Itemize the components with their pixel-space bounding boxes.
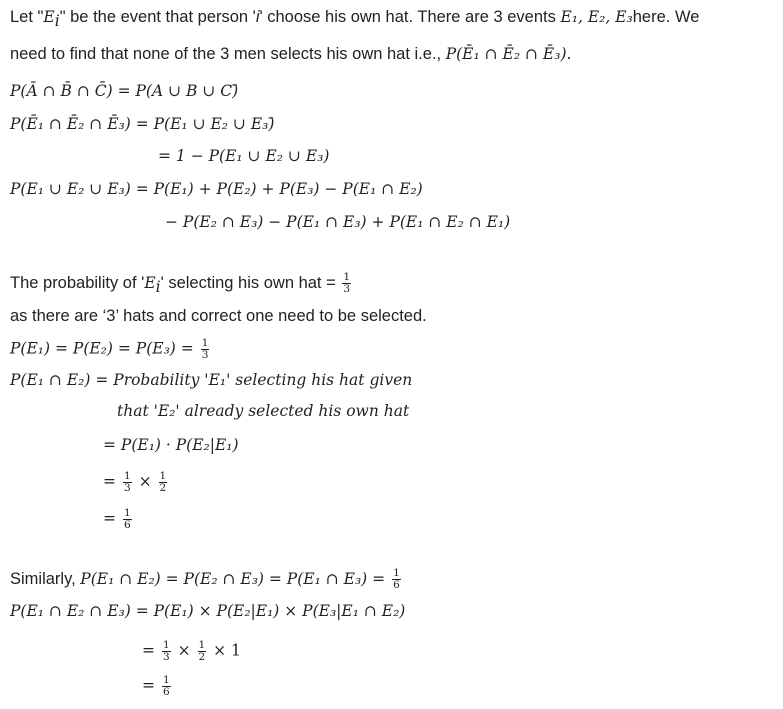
similarly-line xyxy=(10,568,403,591)
probability-reason xyxy=(10,307,427,326)
inclusion-exclusion-line-2 xyxy=(165,213,510,231)
fraction-one-sixth: $\frac{1}{6}$ xyxy=(162,674,170,698)
complement-equation xyxy=(10,115,274,133)
joint-probability-line-2 xyxy=(117,402,409,420)
probability-text: The probability of ' xyxy=(10,273,145,292)
intro-text: ' choose his own hat. There are 3 events xyxy=(259,8,561,26)
product-expression: = P(E₁) · P(E₂|E₁) xyxy=(103,436,239,454)
ei-subscript: i xyxy=(54,12,60,30)
ei-subscript: i xyxy=(155,277,161,296)
times-one: × 1 xyxy=(213,641,241,660)
triple-fraction-line: = $\frac{1}{3}$ × $\frac{1}{2}$ × 1 xyxy=(142,639,241,663)
demorgan-equation xyxy=(10,82,238,100)
ei-symbol: E xyxy=(43,8,55,26)
intro-text: here. We xyxy=(632,8,700,26)
final-result: = $\frac{1}{6}$ xyxy=(142,674,170,698)
demorgan-expression: P(Ā ∩ B̄ ∩ C̄) = P(A ∪ B ∪ C)̄ xyxy=(10,82,239,100)
probability-text: ' selecting his own hat = xyxy=(160,273,341,292)
inclusion-exclusion-line-1 xyxy=(10,180,423,198)
fraction-one-third: $\frac{1}{3}$ xyxy=(162,639,170,663)
reason-text: as there are ‘3’ hats and correct one need to be selected. xyxy=(10,307,427,325)
fraction-one-sixth: $\frac{1}{6}$ xyxy=(123,507,131,531)
intro-text: need to find that none of the 3 men selects his own hat i.e., xyxy=(10,45,446,63)
joint-probability-line-1 xyxy=(10,371,412,389)
triple-expression: P(E₁ ∩ E₂ ∩ E₃) = P(E₁) × P(E₂|E₁) × P(E₃|E₁ ∩ E₂) xyxy=(10,602,406,620)
complement-expression: P(Ē₁ ∩ Ē₂ ∩ Ē₃) = P(E₁ ∪ E₂ ∪ E₃)̄ xyxy=(10,115,275,133)
intro-line-1 xyxy=(10,8,700,30)
result-one-sixth: = $\frac{1}{6}$ xyxy=(103,507,131,531)
one-minus-equation xyxy=(158,147,329,165)
target-probability: P(Ē₁ ∩ Ē₂ ∩ Ē₃). xyxy=(445,45,572,63)
triple-intersection-line xyxy=(10,602,405,620)
pairs-expression: P(E₁ ∩ E₂) = P(E₂ ∩ E₃) = P(E₁ ∩ E₃) = xyxy=(80,569,391,588)
fraction-one-third: $\frac{1}{3}$ xyxy=(343,271,351,295)
ei-symbol: E xyxy=(144,273,156,292)
similarly-word: Similarly, xyxy=(10,569,81,588)
joint-words: Probability 'E₁' selecting his hat given xyxy=(113,371,413,389)
inclusion-expression-2: − P(E₂ ∩ E₃) − P(E₁ ∩ E₃) + P(E₁ ∩ E₂ ∩ E₁) xyxy=(165,213,511,231)
product-rule-line xyxy=(103,436,239,454)
intro-text: Let " xyxy=(10,8,44,26)
i-variable: i xyxy=(255,8,260,26)
times-symbol: × xyxy=(138,472,152,491)
fraction-product-line: = $\frac{1}{3}$ × $\frac{1}{2}$ xyxy=(103,470,167,494)
single-expression: P(E₁) = P(E₂) = P(E₃) = xyxy=(10,339,199,358)
fraction-one-half: $\frac{1}{2}$ xyxy=(159,470,167,494)
fraction-one-third: $\frac{1}{3}$ xyxy=(201,337,209,361)
joint-words: that 'E₂' already selected his own hat xyxy=(117,402,410,420)
intro-text: " be the event that person ' xyxy=(59,8,256,26)
fraction-one-sixth: $\frac{1}{6}$ xyxy=(393,567,400,591)
fraction-one-third: $\frac{1}{3}$ xyxy=(123,470,131,494)
probability-statement xyxy=(10,272,353,295)
inclusion-expression-1: P(E₁ ∪ E₂ ∪ E₃) = P(E₁) + P(E₂) + P(E₃) − P(E₁ ∩ E₂) xyxy=(10,180,423,198)
intro-line-2 xyxy=(10,45,571,64)
single-probabilities xyxy=(10,338,211,361)
joint-lhs: P(E₁ ∩ E₂) = xyxy=(10,371,114,389)
fraction-one-half: $\frac{1}{2}$ xyxy=(198,639,206,663)
events-list: E₁, E₂, E₃ xyxy=(560,8,633,26)
times-symbol: × xyxy=(177,641,191,660)
one-minus-expression: = 1 − P(E₁ ∪ E₂ ∪ E₃) xyxy=(158,147,330,165)
